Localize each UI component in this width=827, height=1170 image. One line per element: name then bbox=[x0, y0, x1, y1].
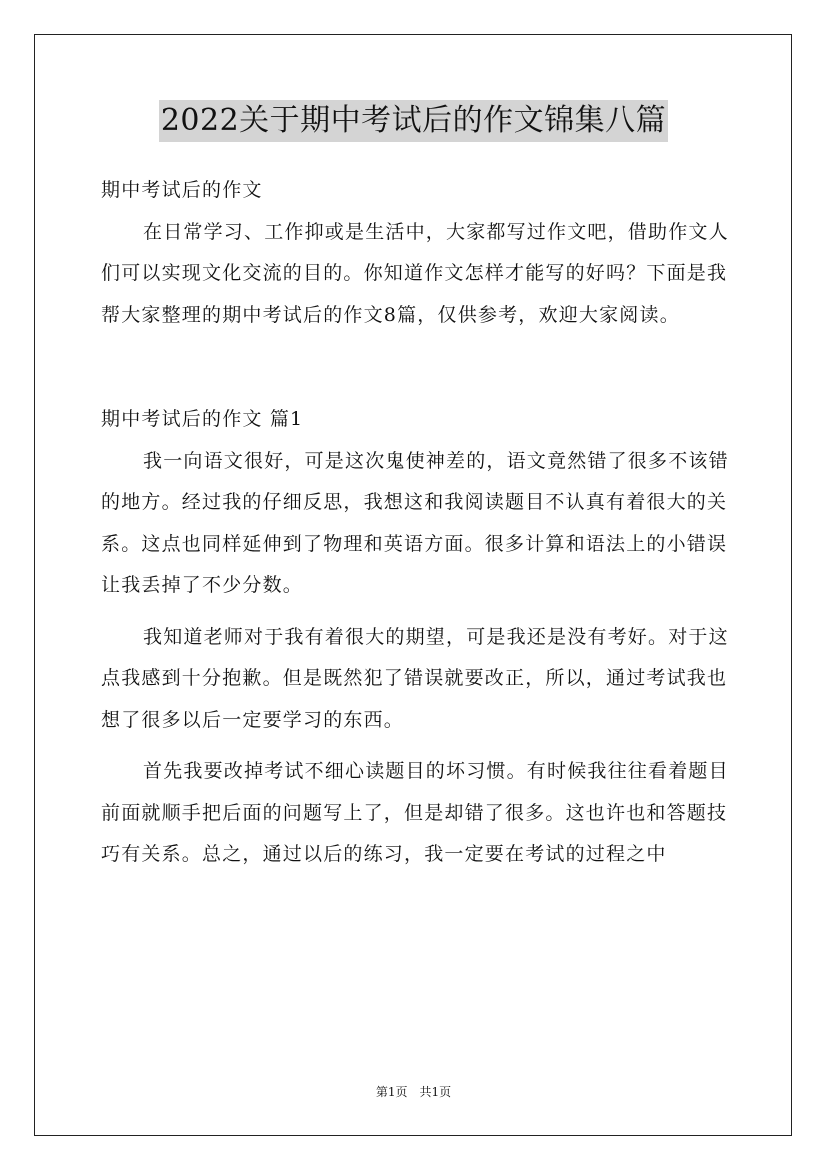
document-title: 2022关于期中考试后的作文锦集八篇 bbox=[159, 100, 668, 142]
intro-paragraph: 在日常学习、工作抑或是生活中，大家都写过作文吧，借助作文人们可以实现文化交流的目的。你知道作文怎样才能写的好吗？下面是我帮大家整理的期中考试后的作文8篇，仅供参考，欢迎大家阅读。 bbox=[101, 220, 729, 326]
body-paragraph-1: 我一向语文很好，可是这次鬼使神差的，语文竟然错了很多不该错的地方。经过我的仔细反思，我想这和我阅读题目不认真有着很大的关系。这点也同样延伸到了物理和英语方面。很多计算和语法上的小错误让我丢掉了不少分数。 bbox=[101, 449, 729, 596]
page-footer: 第1页 共1页 bbox=[375, 1085, 452, 1099]
section-heading: 期中考试后的作文 篇1 bbox=[101, 408, 304, 430]
title-container bbox=[0, 100, 827, 142]
document-body bbox=[101, 170, 741, 886]
intro-heading: 期中考试后的作文 bbox=[101, 179, 263, 201]
body-paragraph-3: 首先我要改掉考试不细心读题目的坏习惯。有时候我往往看着题目前面就顺手把后面的问题写上了，但是却错了很多。这也许也和答题技巧有关系。总之，通过以后的练习，我一定要在考试的过程之中 bbox=[101, 760, 729, 865]
body-paragraph-2: 我知道老师对于我有着很大的期望，可是我还是没有考好。对于这点我感到十分抱歉。但是既然犯了错误就要改正，所以，通过考试我也想了很多以后一定要学习的东西。 bbox=[101, 625, 729, 731]
section-spacer bbox=[101, 346, 741, 399]
